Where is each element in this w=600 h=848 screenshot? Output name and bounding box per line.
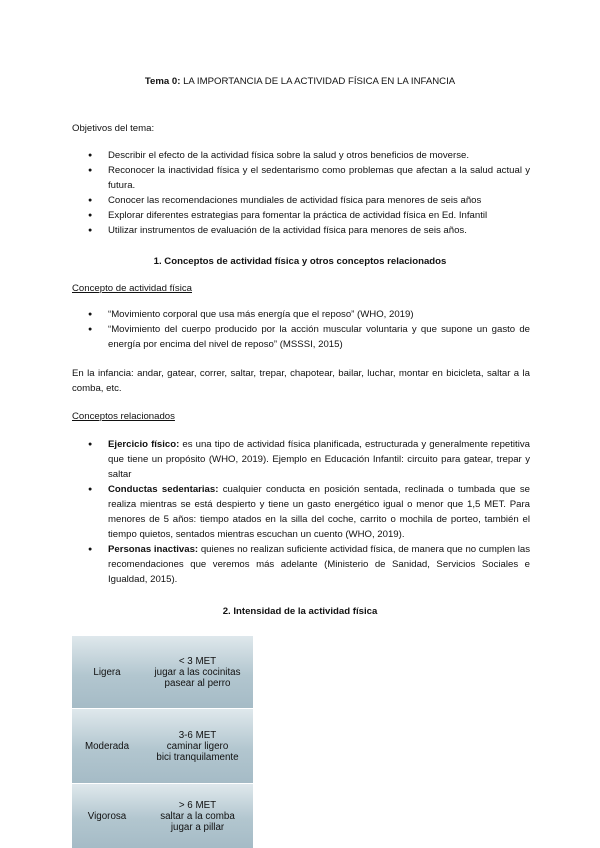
section1-heading: 1. Conceptos de actividad física y otros conceptos relacionados [153, 256, 447, 267]
objective-item: ● Conocer las recomendaciones mundiales de actividad física para menores de seis años [72, 193, 530, 208]
intensity-row [72, 709, 253, 784]
definition-item: ● “Movimiento corporal que usa más energía que el reposo” (WHO, 2019) [72, 307, 530, 322]
concept-heading: Concepto de actividad física [72, 283, 192, 294]
intensity-met: > 6 MET [178, 799, 217, 811]
intensity-level: Vigorosa [87, 810, 127, 822]
intensity-level: Moderada [84, 740, 130, 752]
intensity-description [142, 800, 253, 833]
page-title [0, 74, 600, 89]
related-text: cualquier conducta en posición sentada, reclinada o tumbada que se realiza mientras se está despierto y tiene un gasto energético igual o menor que 1,5 MET. Para menores de 5 años: tiempo atados en la silla del coche, carrito o mochila de porteo, también el tiempo quietos, sentados mientras escuchan un cuento (WHO, 2019). [108, 484, 530, 540]
definition-item: ● “Movimiento del cuerpo producido por la acción muscular voluntaria y que supone un gasto de energía por encima del nivel de reposo” (MSSSI, 2015) [72, 322, 530, 352]
objective-item: ● Utilizar instrumentos de evaluación de la actividad física para menores de seis años. [72, 223, 530, 238]
objectives-heading: Objetivos del tema: [72, 123, 155, 134]
objective-item: ● Explorar diferentes estrategias para fomentar la práctica de actividad física en Ed. Infantil [72, 208, 530, 223]
related-item [72, 437, 530, 482]
intensity-met: 3-6 MET [178, 729, 217, 741]
objectives-list [72, 148, 530, 238]
section2-heading: 2. Intensidad de la actividad física [222, 606, 378, 617]
intensity-example: bici tranquilamente [156, 751, 239, 763]
childhood-paragraph: En la infancia: andar, gatear, correr, saltar, trepar, chapotear, bailar, luchar, montar en bicicleta, saltar a la comba, etc. [72, 368, 530, 394]
related-item [72, 482, 530, 542]
intensity-table [72, 636, 253, 848]
intensity-description [142, 656, 253, 689]
intensity-level: Ligera [93, 666, 121, 678]
related-text: es una tipo de actividad física planificada, estructurada y generalmente repetitiva que tiene un propósito (WHO, 2019). Ejemplo en Educación Infantil: circuito para gatear, trepar y saltar [108, 439, 530, 480]
objective-item: ● Reconocer la inactividad física y el sedentarismo como problemas que afectan a la salud actual y futura. [72, 163, 530, 193]
intensity-row [72, 636, 253, 709]
related-term: Personas inactivas: [108, 544, 199, 555]
intensity-example: jugar a las cocinitas [154, 666, 241, 678]
intensity-example: caminar ligero [166, 740, 229, 752]
intensity-met: < 3 MET [178, 655, 217, 667]
title-prefix: Tema 0: [144, 76, 181, 87]
related-item [72, 542, 530, 587]
related-list [72, 437, 530, 587]
objective-item: ● Describir el efecto de la actividad física sobre la salud y otros beneficios de moverse. [72, 148, 530, 163]
related-term: Ejercicio físico: [108, 439, 180, 450]
intensity-example: jugar a pillar [170, 821, 225, 833]
related-text: quienes no realizan suficiente actividad física, de manera que no cumplen las recomendaciones que veremos más adelante (Ministerio de Sanidad, Servicios Sociales e Igualdad, 2015). [108, 544, 530, 585]
intensity-example: pasear al perro [164, 677, 231, 689]
related-term: Conductas sedentarias: [108, 484, 219, 495]
intensity-row [72, 784, 253, 848]
title-text: LA IMPORTANCIA DE LA ACTIVIDAD FÍSICA EN LA INFANCIA [183, 76, 456, 87]
intensity-description [142, 730, 253, 763]
intensity-example: saltar a la comba [160, 810, 235, 822]
definitions-list [72, 307, 530, 352]
related-heading: Conceptos relacionados [72, 411, 175, 422]
